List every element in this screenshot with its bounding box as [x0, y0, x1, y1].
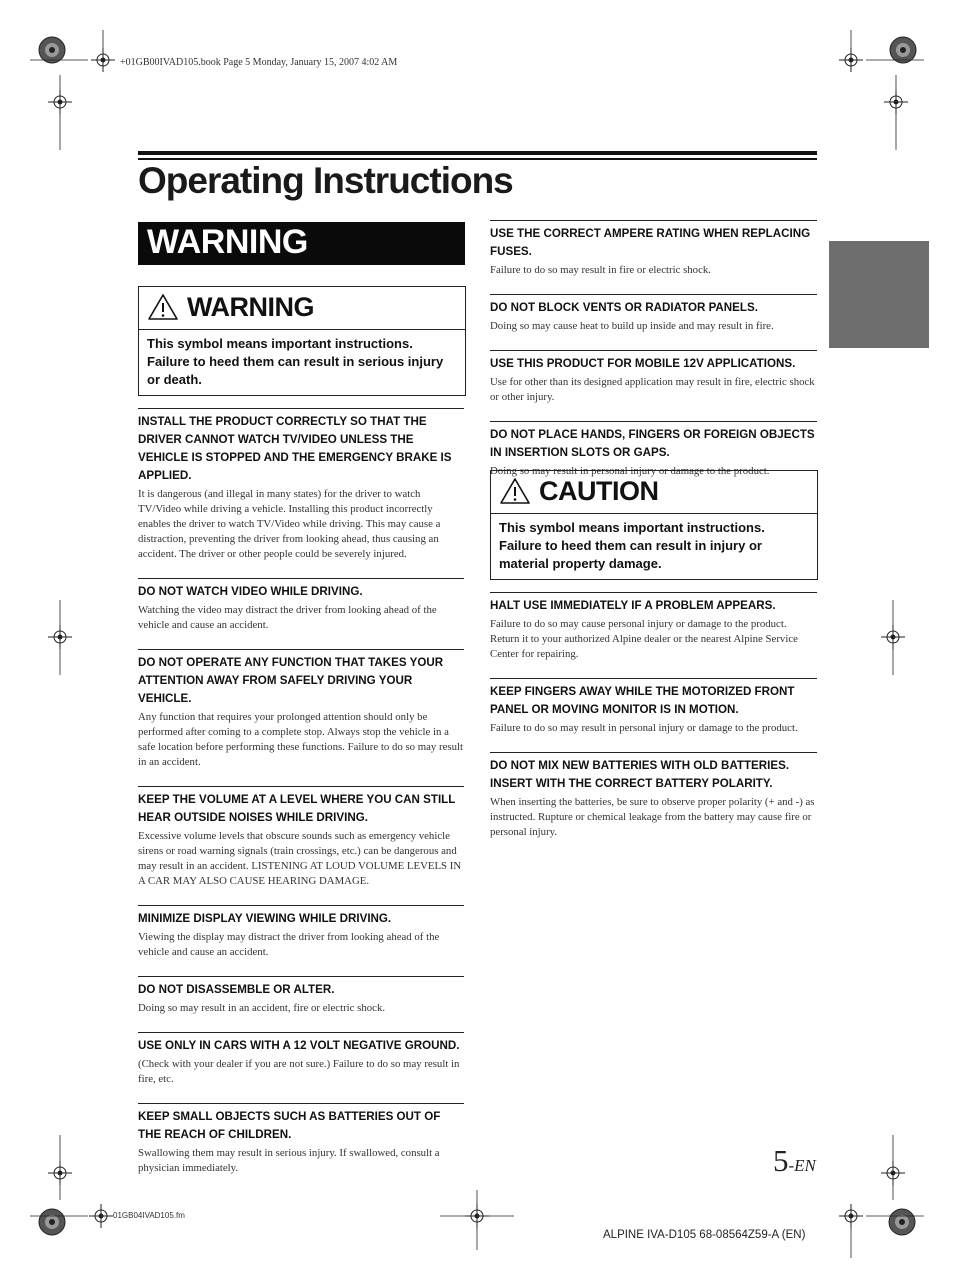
caution-box-label: CAUTION	[539, 476, 659, 506]
page-number-value: 5	[773, 1143, 789, 1178]
warning-box-text: This symbol means important instructions. Failure to heed them can result in serious injury or death.	[147, 336, 444, 387]
title-rule-thick	[138, 151, 817, 155]
page-number	[773, 1143, 816, 1179]
caution-triangle-icon	[499, 477, 531, 505]
list-item	[138, 1103, 464, 1176]
item-body: It is dangerous (and illegal in many states) for the driver to watch TV/Video while driving a vehicle. Installing this product incorrectly enables the driver to watch TV/Video while driving. This may cause a distraction, preventing the driver from looking ahead, thus causing an accident. The driver or other people could be severely injured.	[138, 488, 441, 560]
warning-banner-label: WARNING	[147, 223, 308, 261]
item-heading: KEEP FINGERS AWAY WHILE THE MOTORIZED FRONT PANEL OR MOVING MONITOR IS IN MOTION.	[490, 685, 795, 716]
item-heading: DO NOT WATCH VIDEO WHILE DRIVING.	[138, 585, 363, 598]
page-title: Operating Instructions	[138, 160, 513, 201]
warning-box-label: WARNING	[187, 292, 314, 322]
footer-model: ALPINE IVA-D105 68-08564Z59-A (EN)	[603, 1229, 806, 1241]
list-item	[490, 752, 817, 840]
item-body: (Check with your dealer if you are not sure.) Failure to do so may result in fire, etc.	[138, 1058, 460, 1085]
item-heading: INSTALL THE PRODUCT CORRECTLY SO THAT THE DRIVER CANNOT WATCH TV/VIDEO UNLESS THE VEHICLE IS STOPPED AND THE EMERGENCY BRAKE IS APPLIED.	[138, 415, 452, 482]
item-body: Doing so may cause heat to build up inside and may result in fire.	[490, 320, 774, 332]
item-heading: USE THE CORRECT AMPERE RATING WHEN REPLACING FUSES.	[490, 227, 811, 258]
item-body: Failure to do so may result in fire or electric shock.	[490, 264, 711, 276]
list-item	[490, 350, 817, 405]
list-item	[138, 1032, 464, 1087]
item-body: Failure to do so may result in personal injury or damage to the product.	[490, 722, 798, 734]
item-body: Swallowing them may result in serious injury. If swallowed, consult a physician immediately.	[138, 1147, 440, 1174]
section-tab	[829, 241, 929, 348]
item-body: Doing so may result in personal injury or damage to the product.	[490, 465, 770, 477]
list-item	[138, 578, 464, 633]
item-body: Watching the video may distract the driver from looking ahead of the vehicle and cause an accident.	[138, 604, 437, 631]
item-heading: DO NOT OPERATE ANY FUNCTION THAT TAKES YOUR ATTENTION AWAY FROM SAFELY DRIVING YOUR VEHICLE.	[138, 656, 444, 705]
header-file-info: +01GB00IVAD105.book Page 5 Monday, January 15, 2007 4:02 AM	[120, 57, 398, 68]
list-item	[490, 678, 817, 736]
list-item	[138, 649, 464, 770]
list-item	[138, 408, 464, 562]
caution-box-header	[491, 471, 817, 514]
caution-box-text: This symbol means important instructions. Failure to heed them can result in injury or material property damage.	[499, 520, 765, 571]
warning-box-header	[139, 287, 465, 330]
right-column-bottom	[490, 592, 817, 856]
item-heading: DO NOT BLOCK VENTS OR RADIATOR PANELS.	[490, 301, 758, 314]
warning-box	[138, 286, 466, 396]
item-heading: HALT USE IMMEDIATELY IF A PROBLEM APPEARS.	[490, 599, 776, 612]
warning-banner	[138, 222, 465, 265]
page-number-suffix: -EN	[788, 1156, 816, 1175]
list-item	[138, 786, 464, 889]
item-heading: KEEP SMALL OBJECTS SUCH AS BATTERIES OUT OF THE REACH OF CHILDREN.	[138, 1110, 441, 1141]
item-body: Excessive volume levels that obscure sounds such as emergency vehicle sirens or road warning signals (train crossings, etc.) can be dangerous and may result in an accident. LISTENING AT LOUD VOLUME LEVELS IN A CAR MAY ALSO CAUSE HEARING DAMAGE.	[138, 830, 462, 887]
list-item	[490, 592, 817, 662]
warning-triangle-icon	[147, 293, 179, 321]
item-heading: KEEP THE VOLUME AT A LEVEL WHERE YOU CAN STILL HEAR OUTSIDE NOISES WHILE DRIVING.	[138, 793, 456, 824]
item-body: Viewing the display may distract the driver from looking ahead of the vehicle and cause an accident.	[138, 931, 440, 958]
item-body: Doing so may result in an accident, fire or electric shock.	[138, 1002, 386, 1014]
item-body: When inserting the batteries, be sure to observe proper polarity (+ and -) as instructed. Rupture or chemical leakage from the battery may cause fire or personal injury.	[490, 796, 815, 838]
item-body: Use for other than its designed application may result in fire, electric shock or other injury.	[490, 376, 815, 403]
right-column-top	[490, 220, 817, 495]
footer-file-name: 01GB04IVAD105.fm	[113, 1211, 185, 1220]
left-column	[138, 408, 464, 1192]
list-item	[138, 905, 464, 960]
item-heading: MINIMIZE DISPLAY VIEWING WHILE DRIVING.	[138, 912, 392, 925]
item-heading: DO NOT DISASSEMBLE OR ALTER.	[138, 983, 335, 996]
caution-box	[490, 470, 818, 580]
list-item	[138, 976, 464, 1016]
item-heading: USE ONLY IN CARS WITH A 12 VOLT NEGATIVE GROUND.	[138, 1039, 460, 1052]
item-heading: DO NOT PLACE HANDS, FINGERS OR FOREIGN OBJECTS IN INSERTION SLOTS OR GAPS.	[490, 428, 815, 459]
list-item	[490, 294, 817, 334]
item-heading: USE THIS PRODUCT FOR MOBILE 12V APPLICATIONS.	[490, 357, 796, 370]
list-item	[490, 220, 817, 278]
item-body: Failure to do so may cause personal injury or damage to the product. Return it to your authorized Alpine dealer or the nearest Alpine Service Center for repairing.	[490, 618, 798, 660]
item-heading: DO NOT MIX NEW BATTERIES WITH OLD BATTERIES. INSERT WITH THE CORRECT BATTERY POLARITY.	[490, 759, 790, 790]
item-body: Any function that requires your prolonged attention should only be performed after coming to a complete stop. Always stop the vehicle in a safe location before performing these functions. Failure to do so may result in an accident.	[138, 711, 464, 768]
